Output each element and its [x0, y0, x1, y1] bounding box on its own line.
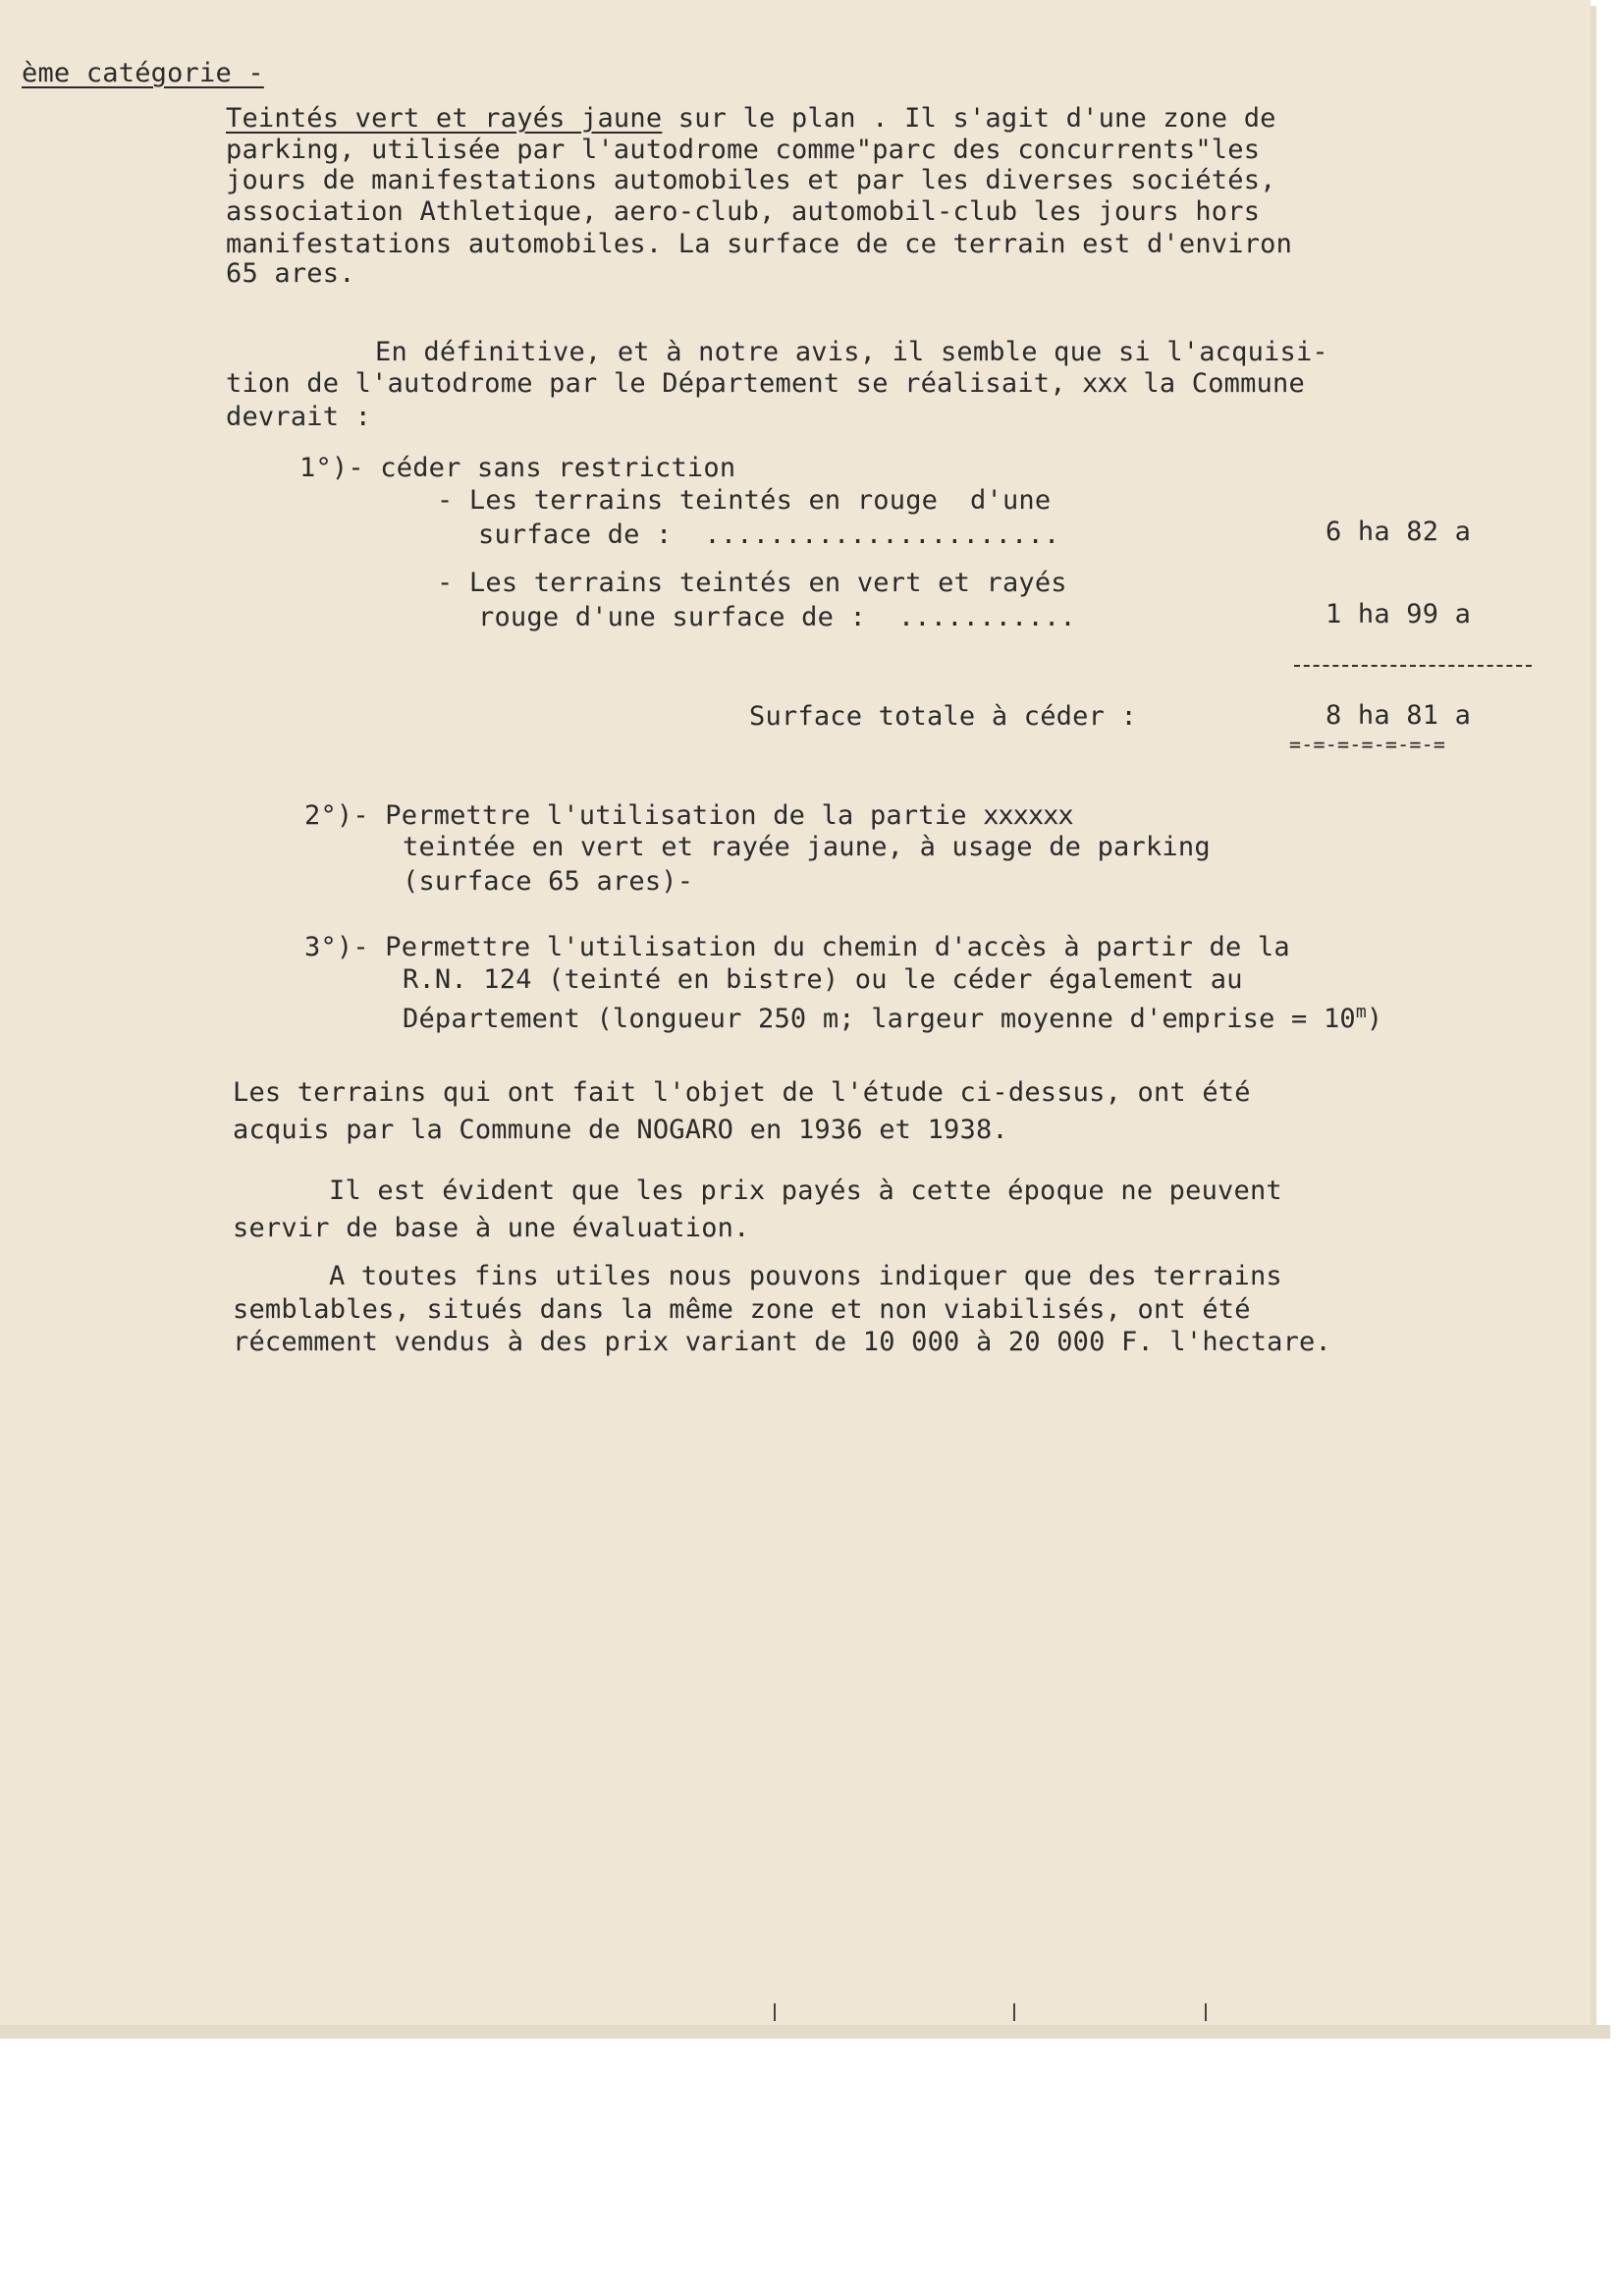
para4-line1: Il est évident que les prix payés à cette époque ne peuvent	[329, 1175, 1282, 1206]
para1-line3: jours de manifestations automobiles et par les diverses sociétés,	[226, 165, 1276, 195]
para1-line5: manifestations automobiles. La surface de ce terrain est d'environ	[226, 229, 1293, 259]
total-double-rule: =-=-=-=-=-=-=	[1289, 733, 1446, 756]
item1-sub1-line1: - Les terrains teintés en rouge d'une	[437, 485, 1052, 516]
item2-struck-text: xxxxxx	[983, 800, 1073, 831]
sum-rule	[1294, 665, 1532, 667]
item1-sub2-value: 1 ha 99 a	[1325, 599, 1472, 629]
tick-mark	[1205, 2003, 1207, 2021]
item2-line1	[304, 799, 1073, 832]
para1-line4: association Athletique, aero-club, automobil-club les jours hors	[226, 196, 1261, 227]
tick-mark	[1013, 2003, 1015, 2021]
para2-line2	[226, 367, 1305, 400]
item1-label: 1°)- céder sans restriction	[299, 453, 736, 483]
item2-line1-text: 2°)- Permettre l'utilisation de la partie	[304, 800, 984, 831]
para2-line1: En définitive, et à notre avis, il semble que si l'acquisi-	[375, 337, 1328, 367]
item1-sub2-line2: rouge d'une surface de : ...........	[478, 602, 1076, 632]
para1-line1-rest: sur le plan . Il s'agit d'une zone de	[662, 103, 1276, 134]
item3-line3-text: Département (longueur 250 m; largeur moyenne d'emprise = 10	[403, 1004, 1356, 1034]
para2-line2-end: la Commune	[1126, 368, 1305, 399]
item1-sub1-line2: surface de : ......................	[478, 519, 1060, 550]
item2-line2: teintée en vert et rayée jaune, à usage de parking	[403, 832, 1211, 862]
para1-line6: 65 ares.	[226, 258, 355, 289]
para1-line1	[226, 102, 1276, 135]
para4-line2: servir de base à une évaluation.	[233, 1213, 750, 1243]
para2-line2-text: tion de l'autodrome par le Département se réalisait,	[226, 368, 1083, 399]
paper-edge	[0, 2025, 1610, 2039]
para5-line1: A toutes fins utiles nous pouvons indiquer que des terrains	[329, 1261, 1282, 1291]
para3-line2: acquis par la Commune de NOGARO en 1936 et 1938.	[233, 1115, 1008, 1145]
item2-line3: (surface 65 ares)-	[403, 866, 694, 897]
item3-superscript: m	[1355, 1002, 1367, 1022]
item3-line3	[403, 996, 1382, 1035]
para5-line2: semblables, situés dans la même zone et non viabilisés, ont été	[233, 1294, 1251, 1325]
item3-line1: 3°)- Permettre l'utilisation du chemin d'accès à partir de la	[304, 932, 1290, 962]
total-label: Surface totale à céder :	[749, 701, 1137, 732]
para3-line1: Les terrains qui ont fait l'objet de l'étude ci-dessus, ont été	[233, 1077, 1251, 1108]
total-value: 8 ha 81 a	[1325, 700, 1472, 731]
item1-sub1-value: 6 ha 82 a	[1325, 517, 1472, 547]
item1-sub2-line1: - Les terrains teintés en vert et rayés	[437, 568, 1067, 598]
para2-line3: devrait :	[226, 402, 372, 432]
section-heading: ème catégorie -	[22, 58, 264, 88]
para5-line3: récemment vendus à des prix variant de 10 000 à 20 000 F. l'hectare.	[233, 1327, 1331, 1357]
tick-mark	[774, 2003, 776, 2021]
item3-close: )	[1366, 1004, 1383, 1034]
para1-underlined: Teintés vert et rayés jaune	[226, 103, 663, 134]
para1-line2: parking, utilisée par l'autodrome comme"parc des concurrents"les	[226, 135, 1261, 165]
item3-line2: R.N. 124 (teinté en bistre) ou le céder également au	[403, 964, 1243, 995]
struck-text: xxx	[1082, 368, 1127, 399]
